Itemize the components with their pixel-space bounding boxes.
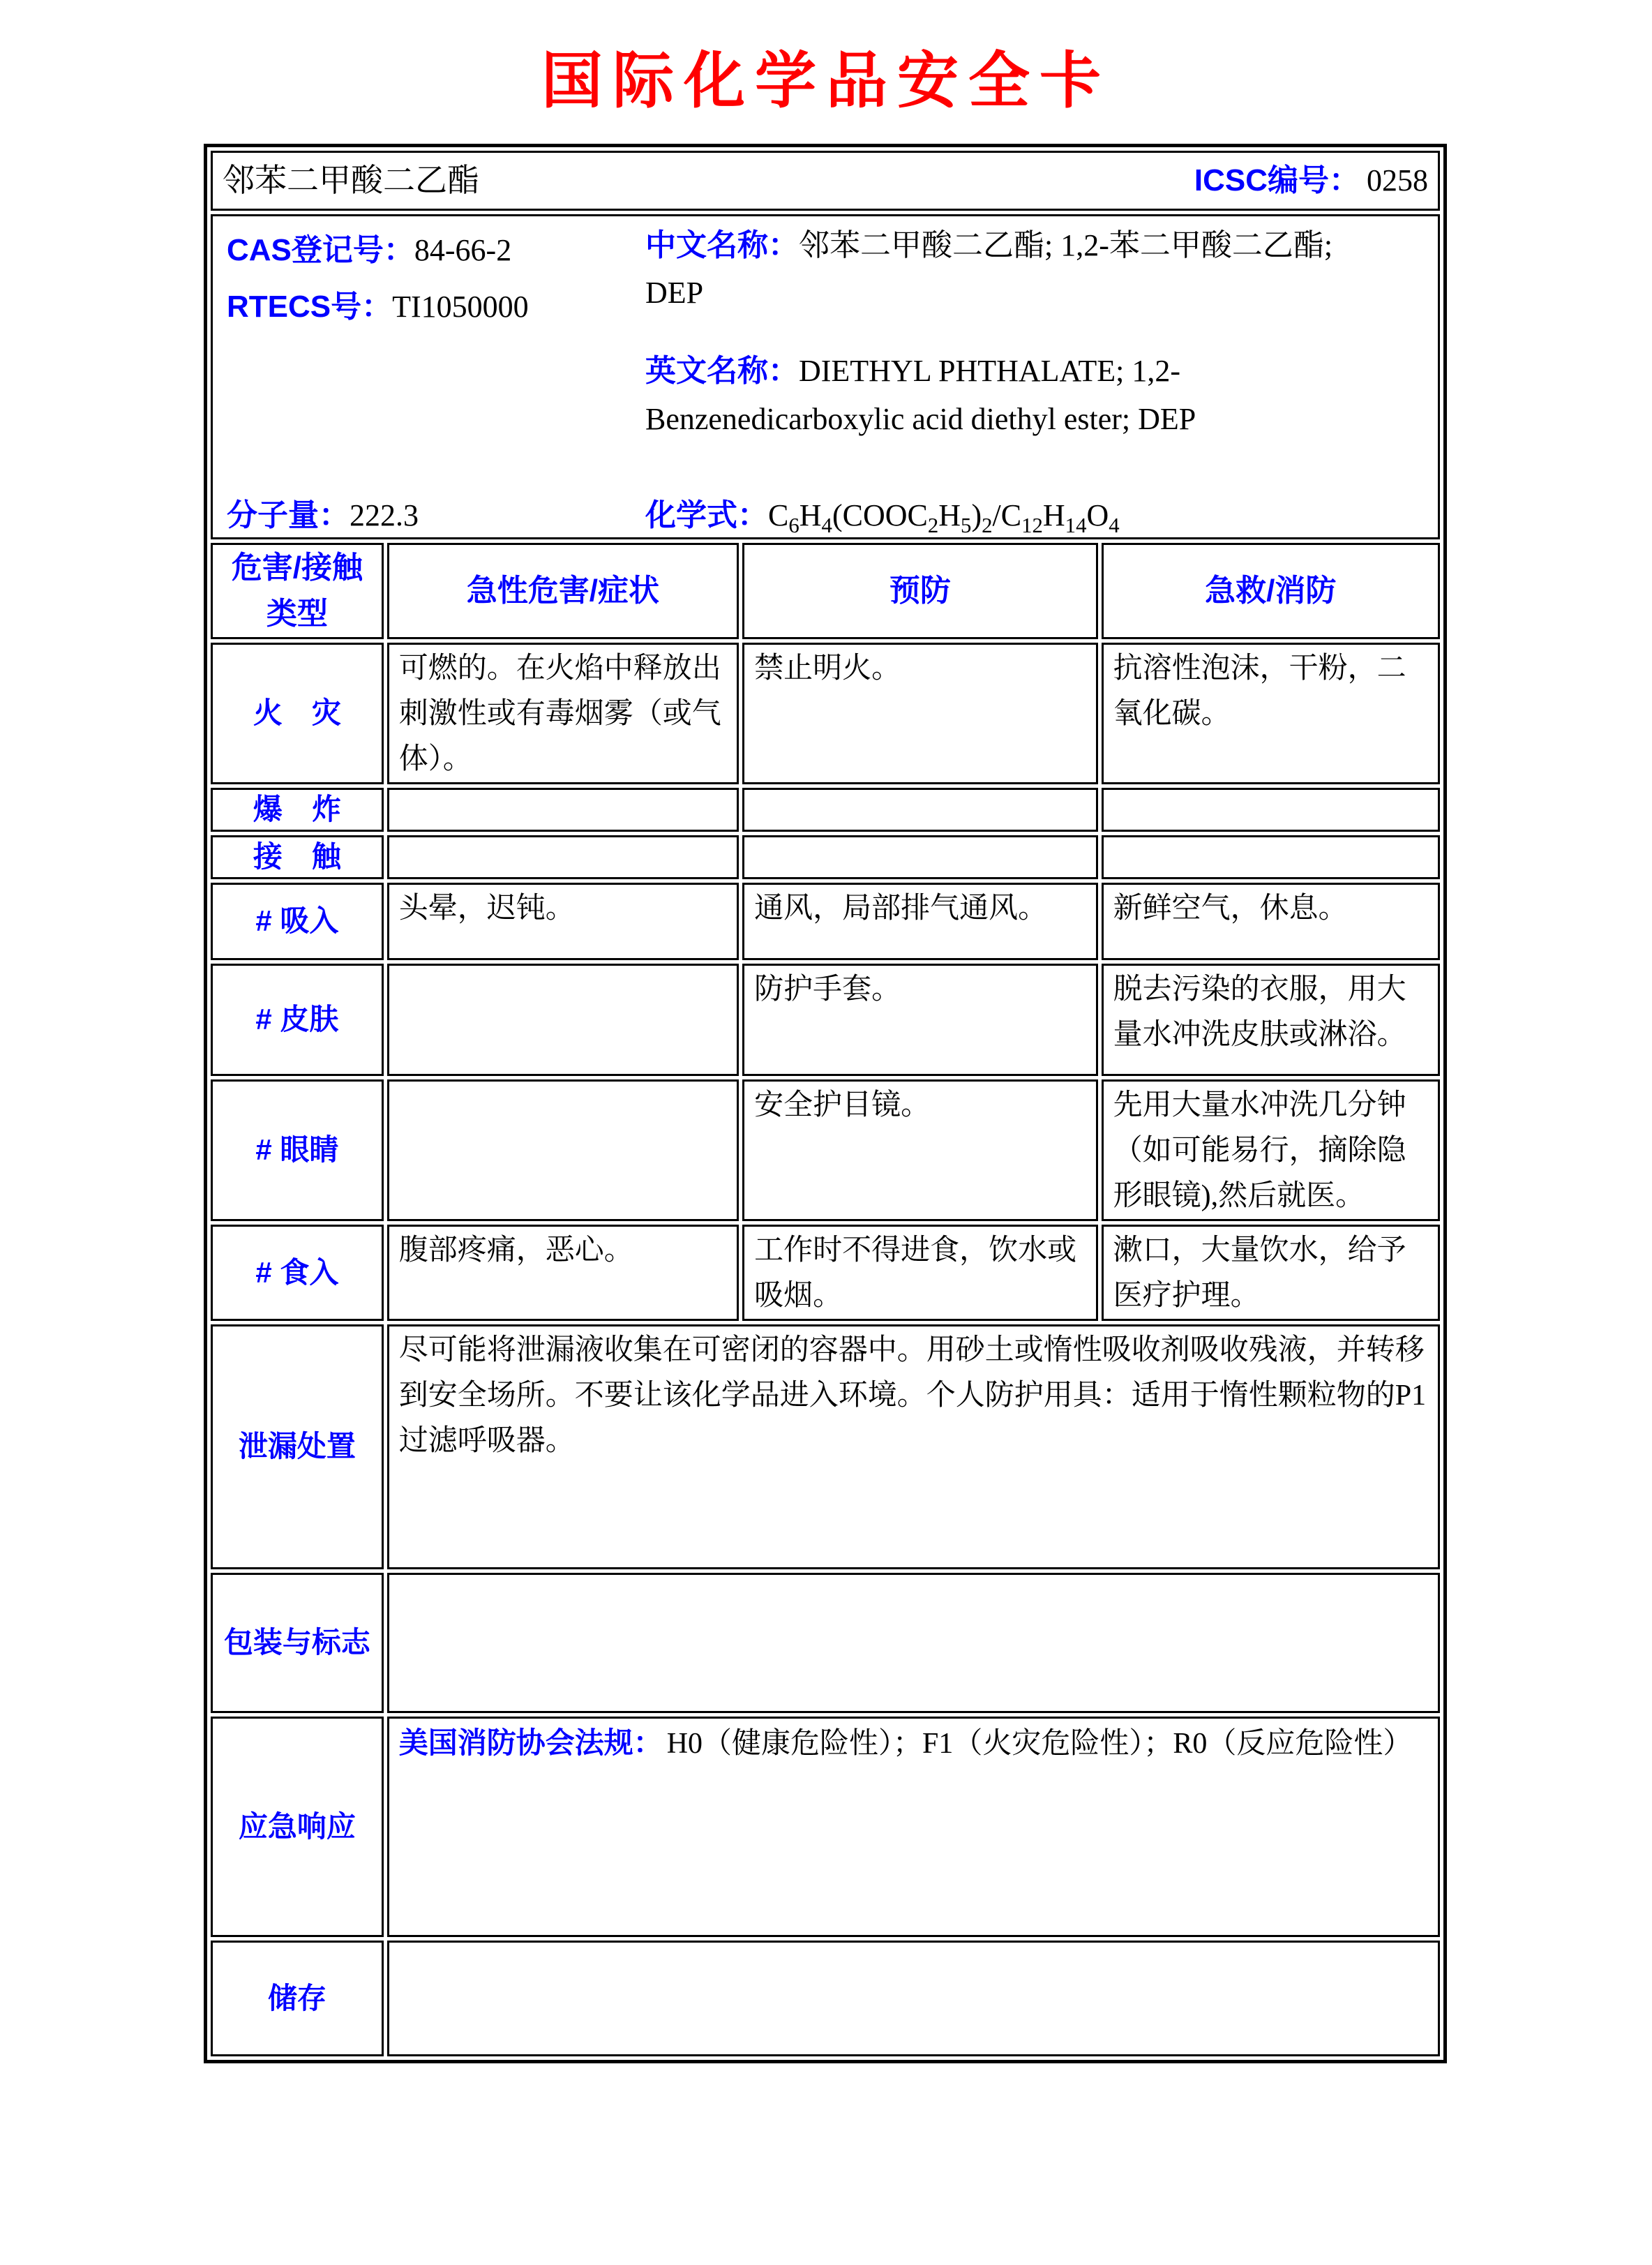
icsc-document-page bbox=[0, 32, 1652, 2265]
card-header-row bbox=[211, 151, 1440, 211]
english-name-value: DIETHYL PHTHALATE; 1,2-Benzenedicarboxylic acid diethyl ester; DEP bbox=[645, 354, 1196, 436]
row-explosion-label: 爆 炸 bbox=[211, 788, 384, 832]
row-fire-symptoms: 可燃的。在火焰中释放出刺激性或有毒烟雾（或气体）。 bbox=[387, 643, 739, 784]
chemical-formula-value: $C_6H_4(COOC_2H_5)_2/C_{12}H_{14}O_4$ bbox=[768, 498, 1120, 538]
row-skin bbox=[211, 964, 1440, 1076]
row-explosion-response bbox=[1102, 788, 1440, 832]
row-explosion bbox=[211, 788, 1440, 832]
rtecs-number-line bbox=[227, 278, 645, 335]
row-ingestion-label: # 食入 bbox=[211, 1225, 384, 1321]
header-first-aid: 急救/消防 bbox=[1102, 543, 1440, 639]
row-skin-label: # 皮肤 bbox=[211, 964, 384, 1076]
row-skin-prevention: 防护手套。 bbox=[742, 964, 1097, 1076]
row-storage-content bbox=[387, 1941, 1440, 2056]
row-skin-symptoms bbox=[387, 964, 739, 1076]
icsc-number-label: ICSC编号： bbox=[1194, 163, 1360, 197]
row-explosion-symptoms bbox=[387, 788, 739, 832]
row-inhalation bbox=[211, 883, 1440, 960]
chemical-name-zh: 邻苯二甲酸二乙酯 bbox=[223, 163, 479, 199]
row-ingestion-prevention: 工作时不得进食，饮水或吸烟。 bbox=[742, 1225, 1097, 1321]
row-inhalation-label: # 吸入 bbox=[211, 883, 384, 960]
row-emergency-content bbox=[387, 1717, 1440, 1937]
row-exposure-response bbox=[1102, 835, 1440, 879]
chemical-formula-label: 化学式： bbox=[645, 498, 768, 533]
molecular-weight-value: 222.3 bbox=[350, 498, 419, 533]
english-name-line bbox=[645, 347, 1336, 442]
row-eyes-response: 先用大量水冲洗几分钟（如可能易行，摘除隐形眼镜),然后就医。 bbox=[1102, 1079, 1440, 1221]
row-skin-response: 脱去污染的衣服，用大量水冲洗皮肤或淋浴。 bbox=[1102, 964, 1440, 1076]
row-inhalation-prevention: 通风，局部排气通风。 bbox=[742, 883, 1097, 960]
cas-value: 84-66-2 bbox=[414, 233, 512, 267]
row-exposure-label: 接 触 bbox=[211, 835, 384, 879]
molecular-weight-line bbox=[227, 492, 645, 539]
chemical-formula-line bbox=[645, 492, 1120, 539]
row-packaging bbox=[211, 1573, 1440, 1713]
rtecs-label: RTECS号： bbox=[227, 290, 393, 324]
row-emergency-label: 应急响应 bbox=[211, 1717, 384, 1937]
row-exposure bbox=[211, 835, 1440, 879]
chinese-name-value: 邻苯二甲酸二乙酯; 1,2-苯二甲酸二乙酯; DEP bbox=[645, 228, 1333, 311]
english-name-label: 英文名称： bbox=[645, 354, 799, 389]
cas-label: CAS登记号： bbox=[227, 233, 414, 267]
header-prevention: 预防 bbox=[742, 543, 1097, 639]
header-hazard-type bbox=[211, 543, 384, 639]
chinese-name-label: 中文名称： bbox=[645, 228, 799, 262]
row-fire bbox=[211, 643, 1440, 784]
nfpa-code-label: 美国消防协会法规： bbox=[398, 1726, 663, 1760]
row-eyes-label: # 眼睛 bbox=[211, 1079, 384, 1221]
row-spillage bbox=[211, 1324, 1440, 1569]
row-emergency bbox=[211, 1717, 1440, 1937]
identification-section bbox=[211, 214, 1440, 539]
header-hazard-type-line1: 危害/接触 bbox=[231, 551, 363, 585]
icsc-number-value: 0258 bbox=[1367, 163, 1428, 197]
row-exposure-symptoms bbox=[387, 835, 739, 879]
row-storage bbox=[211, 1941, 1440, 2056]
row-ingestion-response: 漱口，大量饮水，给予医疗护理。 bbox=[1102, 1225, 1440, 1321]
row-exposure-prevention bbox=[742, 835, 1097, 879]
row-ingestion bbox=[211, 1225, 1440, 1321]
chinese-name-line bbox=[645, 222, 1336, 317]
header-hazard-type-line2: 类型 bbox=[266, 597, 328, 631]
molecular-weight-label: 分子量： bbox=[227, 498, 350, 533]
row-ingestion-symptoms: 腹部疼痛，恶心。 bbox=[387, 1225, 739, 1321]
header-acute-hazards: 急性危害/症状 bbox=[387, 543, 739, 639]
row-fire-prevention: 禁止明火。 bbox=[742, 643, 1097, 784]
row-eyes-prevention: 安全护目镜。 bbox=[742, 1079, 1097, 1221]
row-packaging-label: 包装与标志 bbox=[211, 1573, 384, 1713]
row-inhalation-symptoms: 头晕，迟钝。 bbox=[387, 883, 739, 960]
page-title: 国际化学品安全卡 bbox=[541, 46, 1111, 115]
row-packaging-content bbox=[387, 1573, 1440, 1713]
row-fire-response: 抗溶性泡沫，干粉，二氧化碳。 bbox=[1102, 643, 1440, 784]
row-explosion-prevention bbox=[742, 788, 1097, 832]
rtecs-value: TI1050000 bbox=[392, 290, 529, 324]
row-spillage-label: 泄漏处置 bbox=[211, 1324, 384, 1569]
row-eyes-symptoms bbox=[387, 1079, 739, 1221]
row-spillage-content: 尽可能将泄漏液收集在可密闭的容器中。用砂土或惰性吸收剂吸收残液，并转移到安全场所。不要让该化学品进入环境。个人防护用具：适用于惰性颗粒物的P1过滤呼吸器。 bbox=[387, 1324, 1440, 1569]
row-fire-label: 火 灾 bbox=[211, 643, 384, 784]
row-storage-label: 储存 bbox=[211, 1941, 384, 2056]
icsc-card-table bbox=[204, 144, 1447, 2063]
row-inhalation-response: 新鲜空气，休息。 bbox=[1102, 883, 1440, 960]
cas-number-line bbox=[227, 222, 645, 278]
row-eyes bbox=[211, 1079, 1440, 1221]
nfpa-code-value: H0（健康危险性）；F1（火灾危险性）；R0（反应危险性） bbox=[666, 1728, 1413, 1761]
